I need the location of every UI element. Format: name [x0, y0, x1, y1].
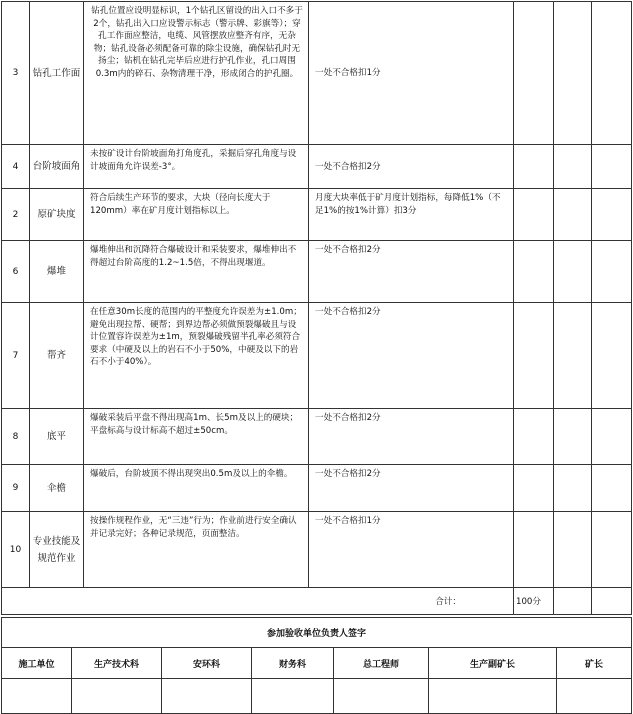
blank-cell: [514, 409, 554, 465]
row-number: 4: [2, 145, 30, 189]
item-name: 帮齐: [30, 303, 84, 409]
item-name: 伞檐: [30, 465, 84, 512]
deduction-text: 一处不合格扣2分: [309, 145, 514, 189]
signature-field[interactable]: [252, 679, 334, 714]
standard-text: 在任意30m长度的范围内的平整度允许误差为±1.0m；避免出现拉帮、硬帮；到界边帮必须做预裂爆破且与设计位置容许误差为±1m，预裂爆破残留半孔率必须符合要求（中硬及以上的岩石不小于50%，中硬及以下的岩石不小于40%）。: [84, 303, 309, 409]
deduction-text: 一处不合格扣2分: [309, 465, 514, 512]
blank-cell: [554, 2, 592, 145]
blank-cell: [592, 2, 632, 145]
signature-field[interactable]: [2, 679, 72, 714]
signature-header: 财务科: [252, 648, 334, 679]
standard-text: 钻孔位置应设明显标识，1个钻孔区留设的出入口不多于2个，钻孔出入口应设警示标志（警示牌、彩旗等）；穿孔工作面应整洁，电缆、风管摆放应整齐有序，无杂物；钻孔设备必须配备可靠的除尘设施，确保钻孔时无扬尘；钻机在钻孔完毕后应进行护孔作业，孔口周围0.3m内的碎石、杂物清理干净，形成闭合的护孔圈。: [84, 2, 309, 145]
blank-cell: [592, 409, 632, 465]
table-row: [2, 512, 632, 588]
table-row: [2, 189, 632, 241]
signature-field[interactable]: [334, 679, 429, 714]
deduction-text: 月度大块率低于矿月度计划指标，每降低1%（不足1%的按1%计算）扣3分: [309, 189, 514, 241]
table-row: [2, 409, 632, 465]
blank-cell: [592, 512, 632, 588]
blank-cell: [514, 465, 554, 512]
standard-text: 按操作规程作业，无“三违”行为；作业前进行安全确认并记录完好；各种记录规范，页面整洁。: [84, 512, 309, 588]
standard-text: 爆破后，台阶坡顶不得出现突出0.5m及以上的伞檐。: [84, 465, 309, 512]
blank-cell: [514, 189, 554, 241]
total-value: 100分: [514, 588, 554, 615]
table-row: [2, 2, 632, 145]
standard-text: 爆破采装后平盘不得出现高1m、长5m及以上的硬块；平盘标高与设计标高不超过±50cm。: [84, 409, 309, 465]
item-name: 专业技能及规范作业: [30, 512, 84, 588]
item-name: 原矿块度: [30, 189, 84, 241]
item-name: 台阶坡面角: [30, 145, 84, 189]
blank-cell: [592, 303, 632, 409]
blank-cell: [554, 145, 592, 189]
inspection-table: [1, 1, 632, 615]
signature-field[interactable]: [557, 679, 632, 714]
deduction-text: 一处不合格扣2分: [309, 303, 514, 409]
deduction-text: 一处不合格扣2分: [309, 241, 514, 303]
row-number: 6: [2, 241, 30, 303]
blank-cell: [592, 465, 632, 512]
deduction-text: 一处不合格扣1分: [309, 2, 514, 145]
signature-header: 总工程师: [334, 648, 429, 679]
blank-cell: [554, 465, 592, 512]
blank-cell: [554, 241, 592, 303]
deduction-text: 一处不合格扣2分: [309, 409, 514, 465]
standard-text: 爆堆伸出和沉降符合爆破设计和采装要求，爆堆伸出不得超过台阶高度的1.2~1.5倍，不得出现堰道。: [84, 241, 309, 303]
row-number: 2: [2, 189, 30, 241]
blank-cell: [514, 512, 554, 588]
standard-text: 未按矿设计台阶坡面角打角度孔，采掘后穿孔角度与设计坡面角允许误差-3°。: [84, 145, 309, 189]
row-number: 10: [2, 512, 30, 588]
item-name: 爆堆: [30, 241, 84, 303]
table-row: [2, 465, 632, 512]
blank-cell: [554, 189, 592, 241]
blank-cell: [514, 145, 554, 189]
signature-title: 参加验收单位负责人签字: [2, 618, 632, 648]
signature-field[interactable]: [429, 679, 557, 714]
signature-header: 安环科: [162, 648, 252, 679]
signature-field[interactable]: [72, 679, 162, 714]
table-row: [2, 241, 632, 303]
signature-header: 生产副矿长: [429, 648, 557, 679]
blank-cell: [514, 303, 554, 409]
blank-cell: [554, 588, 592, 615]
signature-table: [1, 617, 632, 714]
blank-cell: [554, 512, 592, 588]
table-row: [2, 145, 632, 189]
item-name: 底平: [30, 409, 84, 465]
blank-cell: [592, 241, 632, 303]
standard-text: 符合后续生产环节的要求，大块（径向长度大于120mm）率在矿月度计划指标以上。: [84, 189, 309, 241]
signature-header: 矿长: [557, 648, 632, 679]
blank-cell: [592, 189, 632, 241]
blank-cell: [554, 409, 592, 465]
row-number: 8: [2, 409, 30, 465]
item-name: 钻孔工作面: [30, 2, 84, 145]
blank-cell: [592, 588, 632, 615]
signature-header: 生产技术科: [72, 648, 162, 679]
blank-cell: [514, 241, 554, 303]
row-number: 7: [2, 303, 30, 409]
table-row: [2, 303, 632, 409]
row-number: 3: [2, 2, 30, 145]
total-row: [2, 588, 632, 615]
signature-header: 施工单位: [2, 648, 72, 679]
row-number: 9: [2, 465, 30, 512]
blank-cell: [554, 303, 592, 409]
total-label: 合计：: [2, 588, 514, 615]
deduction-text: 一处不合格扣1分: [309, 512, 514, 588]
signature-field[interactable]: [162, 679, 252, 714]
blank-cell: [592, 145, 632, 189]
blank-cell: [514, 2, 554, 145]
